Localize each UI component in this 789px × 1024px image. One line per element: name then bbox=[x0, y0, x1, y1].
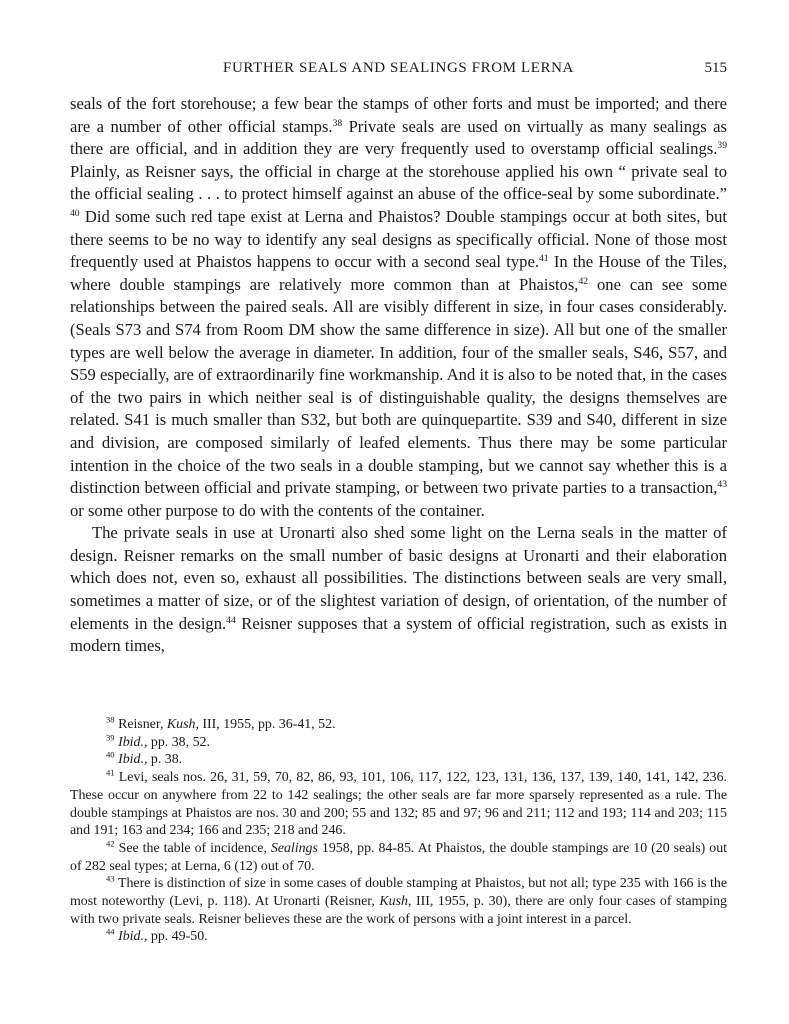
footnote-number: 42 bbox=[106, 838, 115, 849]
text-segment: Reisner supposes that a system of official registration, such as exists in modern times, bbox=[70, 613, 727, 656]
text-segment: or some other purpose to do with the contents of the container. bbox=[70, 500, 485, 520]
footnote-text: , p. 38. bbox=[143, 752, 183, 768]
footnote-ref: 44 bbox=[226, 614, 236, 626]
text-segment: Plainly, as Reisner says, the official in charge at the storehouse applied his own “ private seal to the official sealing . . . to protect himself against an abuse of the office-seal by some subordinate.” bbox=[70, 161, 727, 204]
footnote-italic: Ibid. bbox=[118, 734, 144, 750]
footnote-text: , III, 1955, pp. 36-41, 52. bbox=[195, 717, 336, 732]
footnote bbox=[70, 840, 727, 875]
footnote-text: Levi, seals nos. 26, 31, 59, 70, 82, 86, 93, 101, 106, 117, 122, 123, 131, 136, 137, 139, 140, 141, 142, 236. These occur on anywhere from 22 to 142 sealings; the other seals are far more sparsely represented as a rule. The double stampings at Phaistos are nos. 30 and 200; 55 and 132; 85 and 97; 96 and 211; 112 and 193; 114 and 203; 115 and 191; 163 and 234; 166 and 235; 218 and 246. bbox=[70, 770, 727, 839]
footnote-number: 40 bbox=[106, 749, 115, 760]
footnote-text: , III, 1955, p. 30), there are only four cases of stamping with two private seals. Reisner believes these are the work of persons with a joint interest in a parcel. bbox=[70, 894, 727, 927]
text-segment: In the House of the Tiles, where double stampings are relatively more common than at Phaistos, bbox=[70, 252, 727, 294]
footnote-number: 44 bbox=[106, 926, 115, 937]
footnote-italic: Kush bbox=[166, 717, 196, 732]
footnote-number: 41 bbox=[106, 767, 115, 778]
footnote-ref: 39 bbox=[717, 139, 727, 151]
footnote-ref: 43 bbox=[717, 478, 727, 490]
footnote-text: Reisner, bbox=[114, 717, 167, 732]
paragraph bbox=[70, 522, 727, 658]
footnote-ref: 40 bbox=[70, 207, 80, 219]
footnote bbox=[70, 875, 727, 928]
footnote-number: 43 bbox=[106, 873, 115, 884]
body-text bbox=[70, 93, 727, 658]
footnote-italic: Ibid. bbox=[118, 752, 144, 768]
footnote-text: 1958, pp. 84-85. At Phaistos, the double stampings are 10 (20 seals) out of 282 seal types; at Lerna, 6 (12) out of 70. bbox=[70, 840, 727, 874]
footnote-italic: Ibid. bbox=[118, 929, 144, 945]
running-title: FURTHER SEALS AND SEALINGS FROM LERNA bbox=[223, 60, 574, 76]
text-segment: Private seals are used on virtually as many sealings as there are official, and in addition they are very frequently used to overstamp official sealings. bbox=[70, 116, 728, 159]
footnote bbox=[70, 751, 727, 769]
page-number: 515 bbox=[704, 60, 727, 76]
footnote-ref: 41 bbox=[538, 252, 549, 264]
footnote bbox=[70, 734, 727, 752]
footnote-text: , pp. 49-50. bbox=[143, 929, 208, 945]
text-segment: one can see some relationships between the paired seals. All are visibly different in size, in four cases considerably. (Seals S73 and S74 from Room DM show the same difference in size). All but one of the smaller types are well below the average in diameter. In addition, four of the smaller seals, S46, S57, and S59 especially, are of extraordinarily fine workmanship. And it is also to be noted that, in the cases of the two pairs in which neither seal is of distinguishable quality, the designs themselves are related. S41 is much smaller than S32, but both are quinquepartite. S39 and S40, different in size and division, are composed similarly of leafed elements. Thus there may be some particular intention in the choice of the two seals in a double stamping, but we cannot say whether this is a distinction between official and private stamping, or between two private parties to a transaction, bbox=[70, 274, 727, 498]
paragraph bbox=[70, 93, 727, 522]
footnote-ref: 42 bbox=[578, 275, 589, 287]
text-segment: seals of the fort storehouse; a few bear the stamps of other forts and must be imported; and there are a number of other official stamps. bbox=[70, 94, 727, 136]
page-header bbox=[70, 60, 727, 82]
text-segment: The private seals in use at Uronarti also shed some light on the Lerna seals in the matter of design. Reisner remarks on the small number of basic designs at Uronarti and their elaboration which does not, even so, exhaust all possibilities. The distinctions between seals are very small, sometimes a matter of size, or of the slightest variation of design, of orientation, of the number of elements in the design. bbox=[70, 523, 727, 633]
footnote-text: There is distinction of size in some cases of double stamping at Phaistos, but not all; type 235 with 166 is the most noteworthy (Levi, p. 118). At Uronarti (Reisner, bbox=[70, 876, 727, 910]
footnote-text: See the table of incidence, bbox=[114, 840, 271, 856]
footnote bbox=[70, 769, 727, 840]
text-segment: Did some such red tape exist at Lerna and Phaistos? Double stampings occur at both sites, but there seems to be no way to identify any seal designs as specifically official. None of those most frequently used at Phaistos happens to occur with a second seal type. bbox=[70, 206, 727, 272]
footnote-number: 38 bbox=[106, 714, 115, 725]
footnote-number: 39 bbox=[106, 732, 115, 743]
footnotes bbox=[70, 716, 727, 946]
footnote-ref: 38 bbox=[332, 117, 343, 129]
footnote bbox=[70, 928, 727, 946]
footnote-italic: Kush bbox=[379, 894, 408, 910]
footnote-italic: Sealings bbox=[270, 840, 318, 856]
footnote-text: , pp. 38, 52. bbox=[143, 734, 210, 750]
footnote bbox=[70, 716, 727, 734]
